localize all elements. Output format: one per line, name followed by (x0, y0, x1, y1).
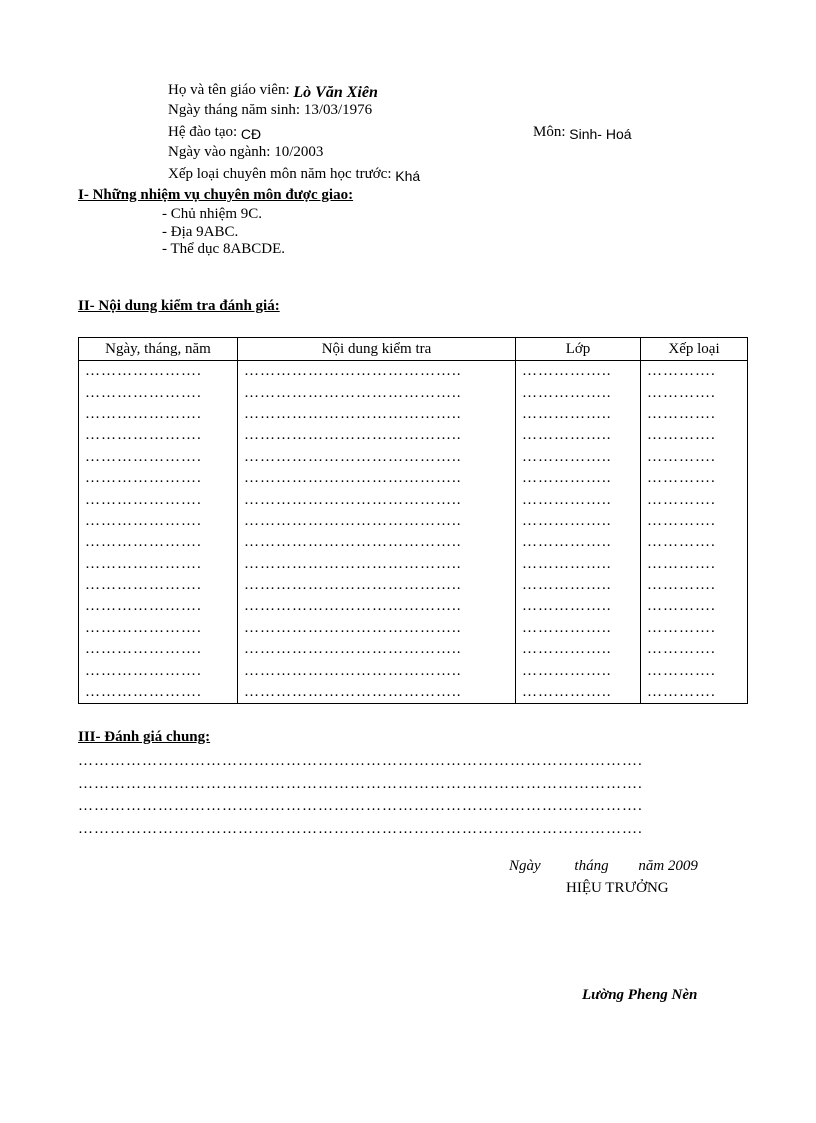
table-cell-date[interactable]: …………………. (79, 468, 238, 489)
section2-heading: II- Nội dung kiểm tra đánh giá: (78, 298, 280, 314)
teacher-rating-label: Xếp loại chuyên môn năm học trước: (168, 166, 392, 182)
table-cell-class[interactable]: …………….. (516, 660, 641, 681)
table-cell-class[interactable]: …………….. (516, 447, 641, 468)
table-cell-date[interactable]: …………………. (79, 532, 238, 553)
table-cell-class[interactable]: …………….. (516, 489, 641, 510)
table-cell-class[interactable]: …………….. (516, 382, 641, 403)
table-cell-rating[interactable]: …………. (641, 361, 748, 383)
table-cell-content[interactable]: ………………………………….. (238, 575, 516, 596)
table-cell-rating[interactable]: …………. (641, 554, 748, 575)
teacher-subject: Sinh- Hoá (569, 126, 632, 142)
table-cell-rating[interactable]: …………. (641, 382, 748, 403)
table-cell-content[interactable]: ………………………………….. (238, 404, 516, 425)
teacher-name-label: Họ và tên giáo viên: (168, 82, 290, 98)
column-header-rating: Xếp loại (641, 338, 748, 361)
table-row (79, 639, 748, 660)
task-item: - Chủ nhiệm 9C. (162, 206, 262, 222)
table-cell-class[interactable]: …………….. (516, 404, 641, 425)
table-cell-date[interactable]: …………………. (79, 660, 238, 681)
table-cell-date[interactable]: …………………. (79, 618, 238, 639)
table-cell-class[interactable]: …………….. (516, 361, 641, 383)
table-cell-date[interactable]: …………………. (79, 575, 238, 596)
column-header-class: Lớp (516, 338, 641, 361)
table-cell-content[interactable]: ………………………………….. (238, 361, 516, 383)
sign-date-day: Ngày (509, 858, 541, 874)
table-cell-date[interactable]: …………………. (79, 425, 238, 446)
table-cell-class[interactable]: …………….. (516, 639, 641, 660)
table-row (79, 554, 748, 575)
table-cell-class[interactable]: …………….. (516, 511, 641, 532)
table-cell-date[interactable]: …………………. (79, 682, 238, 704)
table-row (79, 618, 748, 639)
teacher-start-label: Ngày vào ngành: (168, 144, 271, 160)
table-row (79, 660, 748, 681)
table-row (79, 425, 748, 446)
table-cell-date[interactable]: …………………. (79, 404, 238, 425)
sign-date (509, 856, 698, 876)
table-cell-date[interactable]: …………………. (79, 554, 238, 575)
table-cell-class[interactable]: …………….. (516, 468, 641, 489)
task-item: - Địa 9ABC. (162, 223, 239, 240)
table-row (79, 382, 748, 403)
table-cell-rating[interactable]: …………. (641, 532, 748, 553)
table-row (79, 404, 748, 425)
table-cell-date[interactable]: …………………. (79, 447, 238, 468)
teacher-rating-line (168, 163, 420, 184)
table-cell-date[interactable]: …………………. (79, 639, 238, 660)
table-cell-class[interactable]: …………….. (516, 532, 641, 553)
teacher-subject-line (533, 121, 632, 142)
table-cell-rating[interactable]: …………. (641, 425, 748, 446)
table-row (79, 596, 748, 617)
table-cell-date[interactable]: …………………. (79, 361, 238, 383)
table-cell-rating[interactable]: …………. (641, 404, 748, 425)
teacher-start-line (168, 142, 323, 162)
task-item: - Thể dục 8ABCDE. (162, 241, 286, 257)
table-cell-rating[interactable]: …………. (641, 468, 748, 489)
section3-heading: III- Đánh giá chung: (78, 729, 211, 745)
table-row (79, 682, 748, 704)
column-header-content: Nội dung kiểm tra (238, 338, 516, 361)
table-cell-class[interactable]: …………….. (516, 682, 641, 704)
table-row (79, 511, 748, 532)
teacher-training-label: Hệ đào tạo: (168, 124, 238, 140)
general-assessment-lines (78, 750, 738, 840)
table-cell-content[interactable]: ………………………………….. (238, 660, 516, 681)
assessment-line[interactable]: ……………………………………………………………………………………………. (78, 820, 643, 837)
table-cell-content[interactable]: ………………………………….. (238, 596, 516, 617)
table-row (79, 575, 748, 596)
table-cell-content[interactable]: ………………………………….. (238, 447, 516, 468)
sign-date-month: tháng (574, 858, 609, 874)
table-row (79, 489, 748, 510)
section1-heading: I- Những nhiệm vụ chuyên môn được giao: (78, 187, 354, 203)
table-cell-rating[interactable]: …………. (641, 489, 748, 510)
table-cell-content[interactable]: ………………………………….. (238, 511, 516, 532)
teacher-dob-label: Ngày tháng năm sinh: (168, 102, 301, 118)
teacher-training-line (168, 121, 261, 142)
sign-title: HIỆU TRƯỞNG (566, 880, 669, 896)
table-cell-class[interactable]: …………….. (516, 554, 641, 575)
table-cell-content[interactable]: ………………………………….. (238, 425, 516, 446)
table-cell-rating[interactable]: …………. (641, 660, 748, 681)
sign-date-year: năm 2009 (638, 858, 698, 874)
table-cell-rating[interactable]: …………. (641, 575, 748, 596)
table-cell-content[interactable]: ………………………………….. (238, 639, 516, 660)
table-cell-rating[interactable]: …………. (641, 596, 748, 617)
table-row (79, 447, 748, 468)
column-header-date: Ngày, tháng, năm (79, 338, 238, 361)
table-row (79, 468, 748, 489)
teacher-name: Lò Văn Xiên (293, 84, 378, 101)
teacher-dob: 13/03/1976 (303, 102, 373, 118)
teacher-name-line (168, 80, 378, 100)
table-cell-content[interactable]: ………………………………….. (238, 382, 516, 403)
table-cell-content[interactable]: ………………………………….. (238, 489, 516, 510)
teacher-rating: Khá (395, 168, 421, 184)
table-cell-rating[interactable]: …………. (641, 639, 748, 660)
table-header-row (79, 338, 748, 361)
table-cell-date[interactable]: …………………. (79, 511, 238, 532)
table-cell-rating[interactable]: …………. (641, 682, 748, 704)
table-cell-rating[interactable]: …………. (641, 618, 748, 639)
table-cell-date[interactable]: …………………. (79, 489, 238, 510)
assessment-line[interactable]: ……………………………………………………………………………………………. (78, 798, 643, 814)
task-list (162, 206, 285, 259)
teacher-start: 10/2003 (274, 144, 324, 160)
sign-name: Lường Pheng Nèn (582, 987, 698, 1003)
table-cell-class[interactable]: …………….. (516, 596, 641, 617)
teacher-training: CĐ (240, 126, 262, 142)
table-cell-content[interactable]: ………………………………….. (238, 554, 516, 575)
table-cell-content[interactable]: ………………………………….. (238, 468, 516, 489)
table-cell-date[interactable]: …………………. (79, 382, 238, 403)
evaluation-table (78, 337, 748, 704)
table-cell-content[interactable]: ………………………………….. (238, 532, 516, 553)
table-cell-class[interactable]: …………….. (516, 618, 641, 639)
assessment-line[interactable]: ……………………………………………………………………………………………. (78, 753, 643, 769)
table-cell-content[interactable]: ………………………………….. (238, 618, 516, 639)
table-row (79, 361, 748, 383)
assessment-line[interactable]: ……………………………………………………………………………………………. (78, 775, 643, 792)
teacher-dob-line (168, 100, 372, 120)
table-cell-date[interactable]: …………………. (79, 596, 238, 617)
table-cell-content[interactable]: ………………………………….. (238, 682, 516, 704)
table-cell-class[interactable]: …………….. (516, 575, 641, 596)
table-cell-class[interactable]: …………….. (516, 425, 641, 446)
table-row (79, 532, 748, 553)
table-cell-rating[interactable]: …………. (641, 511, 748, 532)
table-cell-rating[interactable]: …………. (641, 447, 748, 468)
teacher-subject-label: Môn: (533, 124, 566, 140)
